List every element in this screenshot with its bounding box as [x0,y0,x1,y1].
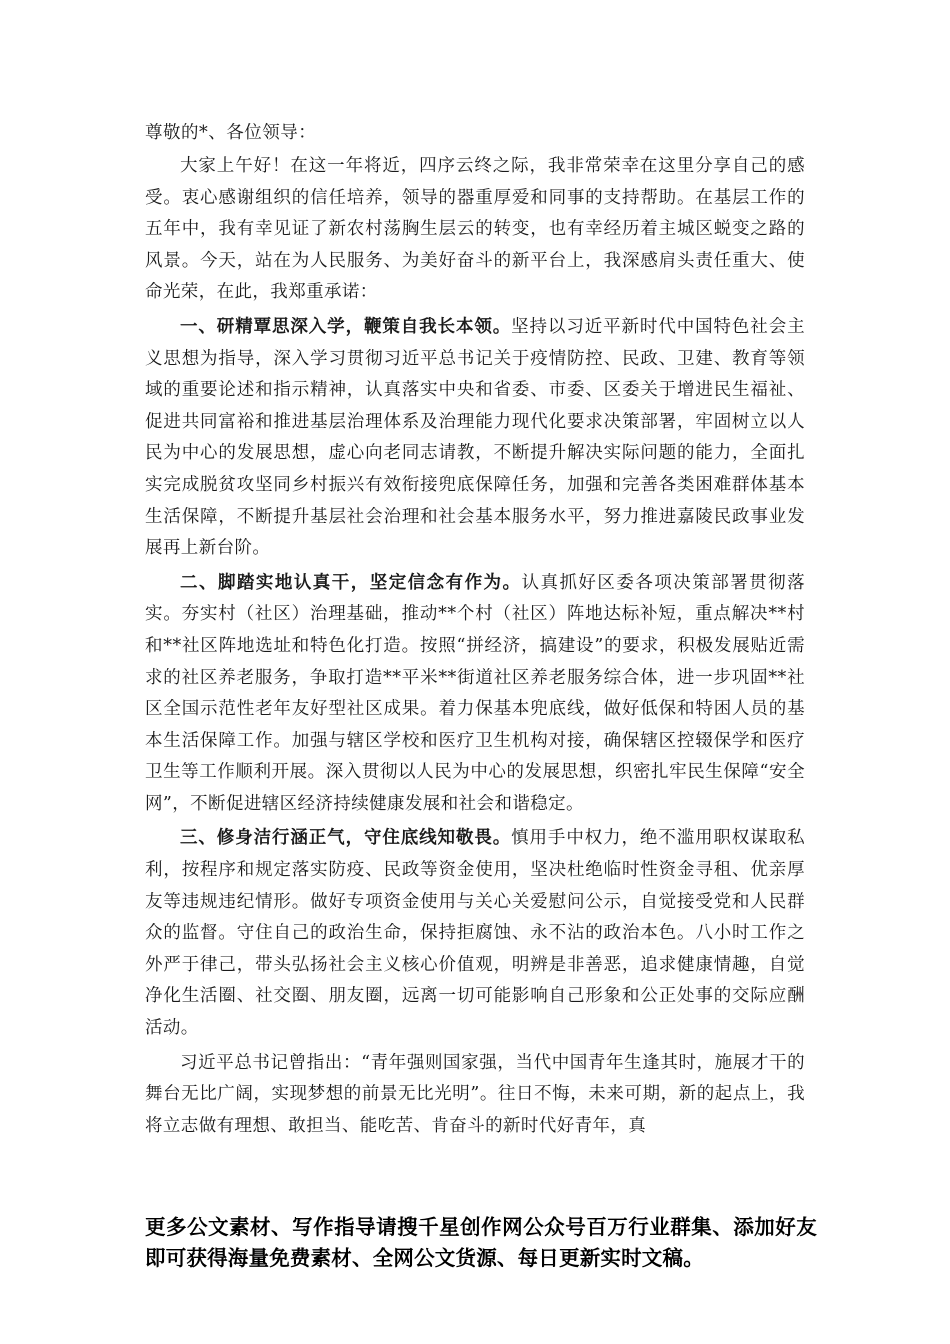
promo-footer: 更多公文素材、写作指导请搜千星创作网公众号百万行业群集、添加好友即可获得海量免费素材、全网公文货源、每日更新实时文稿。 [145,1215,817,1270]
section-2-heading: 二、脚踏实地认真干，坚定信念有作为。 [180,572,522,593]
document-body [145,118,805,1145]
section-2-text: 认真抓好区委各项决策部署贯彻落实。夯实村（社区）治理基础，推动**个村（社区）阵地达标补短，重点解决**村和**社区阵地选址和特色化打造。按照“拼经济，搞建设”的要求，积极发展贴近需求的社区养老服务，争取打造**平米**街道社区养老服务综合体，进一步巩固**社区全国示范性老年友好型社区成果。着力保基本兜底线，做好低保和特困人员的基本生活保障工作。加强与辖区学校和医疗卫生机构对接，确保辖区控辍保学和医疗卫生等工作顺利开展。深入贯彻以人民为中心的发展思想，织密扎牢民生保障“安全网”，不断促进辖区经济持续健康发展和社会和谐稳定。 [145,572,806,814]
section-3-text: 慎用手中权力，绝不滥用职权谋取私利，按程序和规定落实防疫、民政等资金使用，坚决杜绝临时性资金寻租、优亲厚友等违规违纪情形。做好专项资金使用与关心关爱慰问公示，自觉接受党和人民群众的监督。守住自己的政治生命，保持拒腐蚀、永不沾的政治本色。八小时工作之外严于律己，带头弘扬社会主义核心价值观，明辨是非善恶，追求健康情趣，自觉净化生活圈、社交圈、朋友圈，远离一切可能影响自己形象和公正处事的交际应酬活动。 [145,828,805,1039]
paragraph-opening-text: 大家上午好！在这一年将近，四序云终之际，我非常荣幸在这里分享自己的感受。衷心感谢组织的信任培养，领导的器重厚爱和同事的支持帮助。在基层工作的五年中，我有幸见证了新农村荡胸生层云的转变，也有幸经历着主城区蜕变之路的风景。今天，站在为人民服务、为美好奋斗的新平台上，我深感肩头责任重大、使命光荣，在此，我郑重承诺： [145,156,805,303]
section-1-text: 坚持以习近平新时代中国特色社会主义思想为指导，深入学习贯彻习近平总书记关于疫情防控、民政、卫建、教育等领域的重要论述和指示精神，认真落实中央和省委、市委、区委关于增进民生福祉、促进共同富裕和推进基层治理体系及治理能力现代化要求决策部署，牢固树立以人民为中心的发展思想，虚心向老同志请教，不断提升解决实际问题的能力，全面扎实完成脱贫攻坚同乡村振兴有效衔接兜底保障任务，加强和完善各类困难群体基本生活保障，不断提升基层社会治理和社会基本服务水平，努力推进嘉陵民政事业发展再上新台阶。 [145,316,805,559]
paragraph-closing [145,1048,805,1143]
paragraph-section-3 [145,823,805,1044]
section-3-heading: 三、修身洁行涵正气，守住底线知敬畏。 [180,828,512,849]
paragraph-section-2 [145,568,805,821]
paragraph-closing-text: 习近平总书记曾指出：“青年强则国家强，当代中国青年生逢其时，施展才干的舞台无比广阔，实现梦想的前景无比光明”。往日不悔，未来可期，新的起点上，我将立志做有理想、敢担当、能吃苦、肯奋斗的新时代好青年，真 [145,1052,805,1136]
paragraph-section-1 [145,312,805,565]
paragraph-opening [145,151,805,309]
section-1-heading: 一、研精覃思深入学，鞭策自我长本领。 [180,316,512,337]
greeting: 尊敬的*、各位领导： [145,123,317,143]
